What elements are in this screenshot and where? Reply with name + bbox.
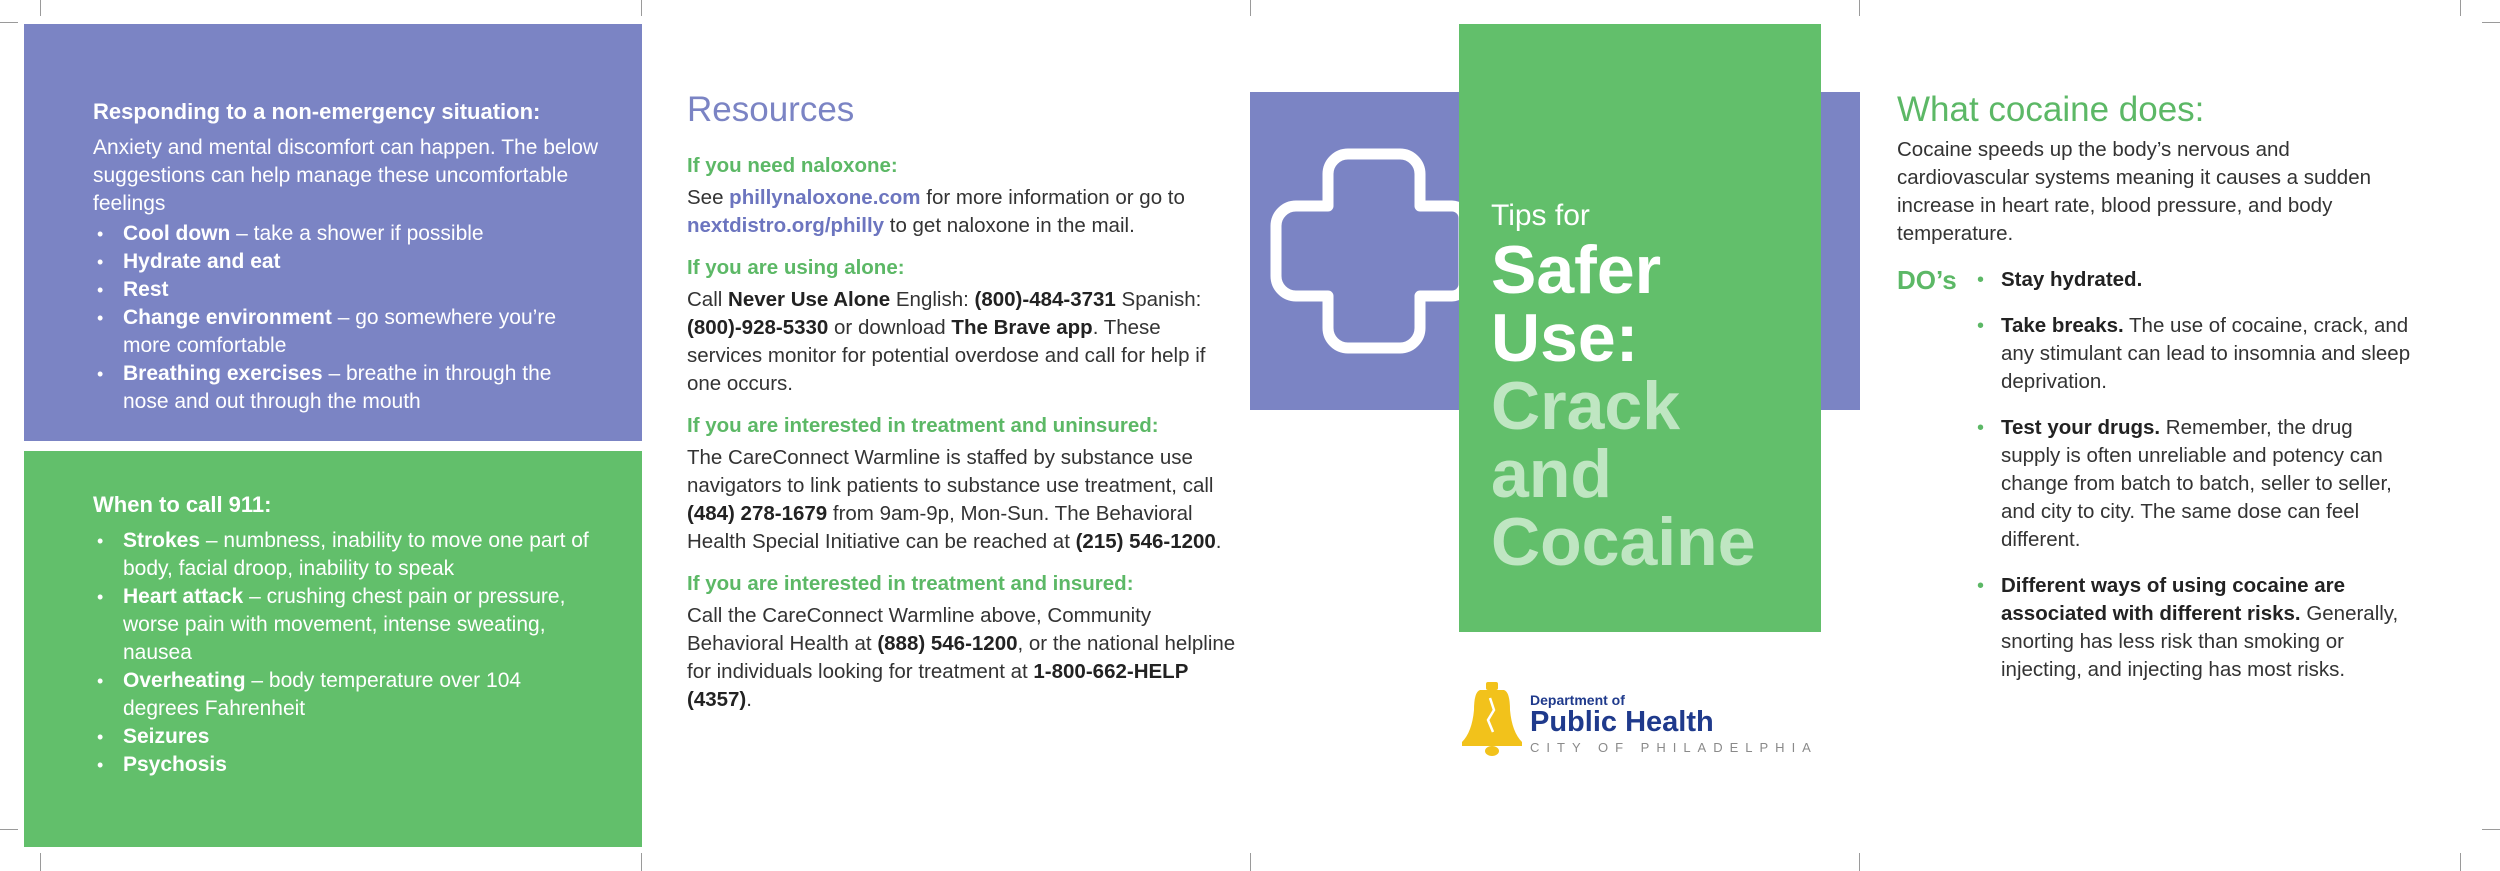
- naloxone-text: See phillynaloxone.com for more information or go to nextdistro.org/philly to get naloxone in the mail.: [687, 186, 1185, 237]
- crop-mark: [40, 853, 41, 871]
- crop-mark: [40, 0, 41, 16]
- alone-heading: If you are using alone:: [687, 256, 905, 279]
- title-line: Safer: [1491, 232, 1662, 308]
- uninsured-text: The CareConnect Warmline is staffed by substance use navigators to link patients to substance use treatment, call (484) 278-1679 from 9am-9p, Mon-Sun. The Behavioral Health Special Initiative can be reached at (215) 546-1200.: [687, 446, 1222, 553]
- cross-icon: [1270, 148, 1470, 354]
- list-item: • Test your drugs. Remember, the drug supply is often unreliable and potency can change from batch to batch, seller to seller, and city to city. The same dose can feel different.: [1977, 414, 2417, 554]
- list-item: • Seizures: [93, 723, 602, 751]
- list-item: • Cool down – take a shower if possible: [93, 220, 602, 248]
- phillynaloxone-link[interactable]: phillynaloxone.com: [729, 186, 921, 209]
- cocaine-title: What cocaine does:: [1897, 90, 2205, 129]
- crop-mark: [0, 22, 18, 23]
- title-card: [1459, 24, 1821, 632]
- cocaine-effects-panel: [1897, 86, 2417, 702]
- title-line: and: [1491, 436, 1612, 512]
- non-emergency-list: [93, 220, 602, 416]
- list-item: • Psychosis: [93, 751, 602, 779]
- tips-for-label: Tips for: [1491, 199, 1590, 232]
- cocaine-lead: Cocaine speeds up the body’s nervous and cardiovascular systems meaning it causes a sudden increase in heart rate, blood pressure, and body temperature.: [1897, 138, 2372, 245]
- title-line: Crack: [1491, 368, 1681, 444]
- fold-mark: [1859, 853, 1860, 871]
- logo-name: Public Health: [1530, 706, 1714, 738]
- logo-city: CITY OF PHILADELPHIA: [1530, 740, 1818, 755]
- list-item: • Hydrate and eat: [93, 248, 602, 276]
- alone-text: Call Never Use Alone English: (800)-484-3731 Spanish: (800)-928-5330 or download The Brave app. These services monitor for potential overdose and call for help if one occurs.: [687, 288, 1206, 395]
- crop-mark: [2482, 829, 2500, 830]
- title-line: Use:: [1491, 300, 1639, 376]
- list-item: • Rest: [93, 276, 602, 304]
- fold-mark: [641, 853, 642, 871]
- list-item: • Different ways of using cocaine are associated with different risks. Generally, snorting has less risk than smoking or injecting, and injecting has most risks.: [1977, 572, 2417, 684]
- resources-title: Resources: [687, 90, 855, 129]
- crop-mark: [0, 829, 18, 830]
- fold-mark: [1859, 0, 1860, 16]
- resources-panel: [687, 86, 1237, 728]
- list-item: • Strokes – numbness, inability to move one part of body, facial droop, inability to speak: [93, 527, 602, 583]
- dos-list: [1977, 266, 2417, 684]
- non-emergency-heading: Responding to a non-emergency situation:: [93, 99, 541, 124]
- public-health-logo: [1460, 680, 1840, 760]
- list-item: • Heart attack – crushing chest pain or pressure, worse pain with movement, intense sweating, nausea: [93, 583, 602, 667]
- crop-mark: [2482, 22, 2500, 23]
- uninsured-heading: If you are interested in treatment and uninsured:: [687, 414, 1159, 437]
- nextdistro-link[interactable]: nextdistro.org/philly: [687, 214, 885, 237]
- liberty-bell-icon: [1460, 680, 1524, 758]
- call-911-list: [93, 527, 602, 779]
- list-item: • Stay hydrated.: [1977, 266, 2417, 294]
- title-line: Cocaine: [1491, 504, 1756, 580]
- non-emergency-intro: Anxiety and mental discomfort can happen. The below suggestions can help manage these uncomfortable feelings: [93, 136, 599, 215]
- naloxone-heading: If you need naloxone:: [687, 154, 898, 177]
- list-item: • Overheating – body temperature over 104 degrees Fahrenheit: [93, 667, 602, 723]
- list-item: • Take breaks. The use of cocaine, crack, and any stimulant can lead to insomnia and sleep deprivation.: [1977, 312, 2417, 396]
- logo-dept: Department of: [1530, 692, 1625, 708]
- call-911-heading: When to call 911:: [93, 492, 272, 517]
- list-item: • Breathing exercises – breathe in through the nose and out through the mouth: [93, 360, 602, 416]
- insured-text: Call the CareConnect Warmline above, Community Behavioral Health at (888) 546-1200, or the national helpline for individuals looking for treatment at 1-800-662-HELP (4357).: [687, 604, 1236, 711]
- crop-mark: [2460, 0, 2461, 16]
- fold-mark: [1250, 853, 1251, 871]
- crop-mark: [2460, 853, 2461, 871]
- fold-mark: [641, 0, 642, 16]
- call-911-panel: [24, 451, 642, 847]
- fold-mark: [1250, 0, 1251, 16]
- list-item: • Change environment – go somewhere you’re more comfortable: [93, 304, 602, 360]
- dos-section: [1897, 266, 2417, 684]
- dos-label: DO’s: [1897, 265, 1957, 295]
- insured-heading: If you are interested in treatment and insured:: [687, 572, 1134, 595]
- non-emergency-panel: [24, 24, 642, 441]
